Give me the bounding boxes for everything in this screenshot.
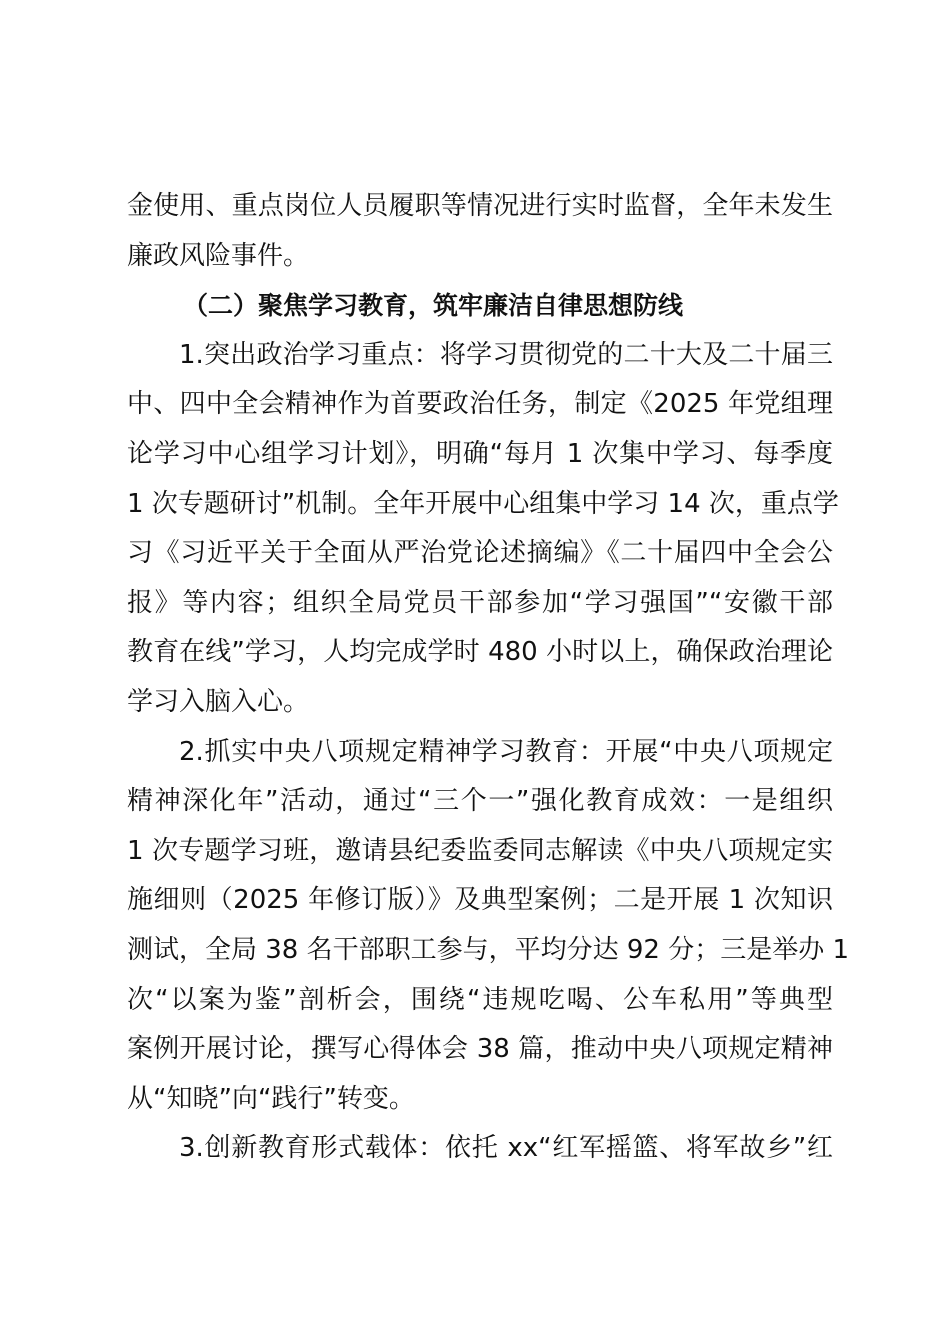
paragraph-line: 廉政风险事件。 — [127, 240, 310, 271]
paragraph-line: 论学习中心组学习计划》，明确“每月 1 次集中学习、每季度 — [127, 438, 833, 469]
paragraph-line: 金使用、重点岗位人员履职等情况进行实时监督，全年未发生 — [127, 191, 833, 221]
paragraph-line: 案例开展讨论，撰写心得体会 38 篇，推动中央八项规定精神 — [127, 1034, 833, 1065]
paragraph-line: 习《习近平关于全面从严治党论述摘编》《二十届四中全会公 — [127, 538, 833, 569]
paragraph-line: 1 次专题研讨”机制。全年开展中心组集中学习 14 次，重点学 — [127, 488, 839, 519]
item-1-title-line: 1.突出政治学习重点：将学习贯彻党的二十大及二十届三 — [179, 339, 833, 370]
section-heading: （二）聚焦学习教育，筑牢廉洁自律思想防线 — [183, 291, 684, 321]
paragraph-line: 报》等内容；组织全局党员干部参加“学习强国”“安徽干部 — [127, 587, 833, 618]
item-3-title-line: 3.创新教育形式载体：依托 xx“红军摇篮、将军故乡”红 — [179, 1133, 833, 1164]
paragraph-line: 从“知晓”向“践行”转变。 — [127, 1083, 415, 1114]
paragraph-line: 测试，全局 38 名干部职工参与，平均分达 92 分；三是举办 1 — [127, 934, 850, 965]
item-2-title-line: 2.抓实中央八项规定精神学习教育：开展“中央八项规定 — [179, 736, 833, 767]
paragraph-line: 精神深化年”活动，通过“三个一”强化教育成效：一是组织 — [127, 786, 833, 817]
paragraph-line: 次“以案为鉴”剖析会，围绕“违规吃喝、公车私用”等典型 — [127, 984, 833, 1015]
document-page — [127, 182, 850, 1174]
paragraph-line: 施细则（2025 年修订版）》及典型案例；二是开展 1 次知识 — [127, 885, 833, 916]
paragraph-line: 1 次专题学习班，邀请县纪委监委同志解读《中央八项规定实 — [127, 835, 833, 866]
paragraph-line: 学习入脑入心。 — [127, 686, 310, 717]
paragraph-line: 教育在线”学习，人均完成学时 480 小时以上，确保政治理论 — [127, 637, 833, 668]
paragraph-line: 中、四中全会精神作为首要政治任务，制定《2025 年党组理 — [127, 389, 833, 420]
